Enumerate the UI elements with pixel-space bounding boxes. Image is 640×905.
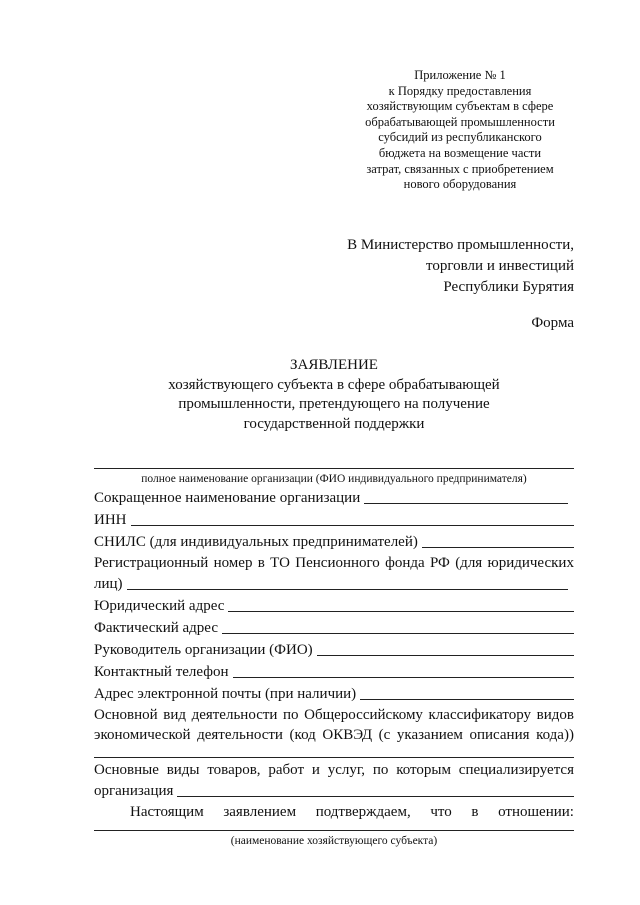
snils-row (94, 531, 574, 553)
pension-row (94, 573, 574, 595)
confirm-word: отношении: (498, 804, 574, 820)
title-line: государственной поддержки (243, 415, 425, 432)
appendix-line: обрабатывающей промышленности (365, 114, 555, 129)
form-label: Форма (531, 315, 574, 331)
appendix-line: Приложение № 1 (414, 68, 506, 82)
appendix-note (330, 68, 590, 193)
title-heading: ЗАЯВЛЕНИЕ (290, 357, 378, 373)
head-field[interactable] (317, 641, 574, 656)
entity-name-caption: (наименование хозяйствующего субъекта) (230, 835, 438, 847)
appendix-line: нового оборудования (403, 177, 517, 192)
confirm-word: что (430, 804, 452, 820)
actual-address-field[interactable] (222, 619, 574, 634)
appendix-line: затрат, связанных с приобретением (366, 161, 554, 176)
confirm-word: Настоящим (130, 804, 204, 820)
addressee-line: торговли и инвестиций (426, 258, 574, 274)
appendix-line: хозяйствующим субъектам в сфере (366, 99, 554, 114)
phone-field[interactable] (233, 663, 575, 678)
pension-field[interactable] (127, 575, 568, 590)
appendix-line: к Порядку предоставления (388, 83, 532, 98)
email-row (94, 683, 574, 705)
org-full-name-field[interactable] (94, 458, 574, 469)
legal-address-label: Юридический адрес (94, 598, 225, 614)
inn-label: ИНН (94, 512, 127, 528)
addressee-line: В Министерство промышленности, (347, 237, 574, 253)
email-field[interactable] (360, 685, 574, 700)
inn-row (94, 509, 574, 531)
appendix-line: субсидий из республиканского (378, 130, 542, 145)
pension-label-line2: лиц) (94, 576, 123, 592)
head-row (94, 639, 574, 661)
short-name-row (94, 487, 574, 509)
products-field[interactable] (177, 782, 574, 797)
title-line: хозяйствующего субъекта в сфере обрабатывающей (168, 376, 500, 393)
products-row (94, 780, 574, 802)
actual-address-row (94, 617, 574, 639)
title-line: промышленности, претендующего на получение (178, 396, 490, 412)
appendix-line: бюджета на возмещение части (378, 145, 542, 160)
products-label-line1: Основные виды товаров, работ и услуг, по которым специализируется (94, 762, 574, 778)
short-name-label: Сокращенное наименование организации (94, 490, 361, 506)
okved-label-line1: Основной вид деятельности по Общероссийскому классификатору видов (94, 707, 574, 723)
okved-label-line2: экономической деятельности (код ОКВЭД (с указанием описания кода)) (94, 727, 574, 743)
actual-address-label: Фактический адрес (94, 620, 218, 636)
confirm-statement (94, 802, 574, 822)
entity-name-field[interactable] (94, 830, 574, 831)
phone-label: Контактный телефон (94, 664, 229, 680)
legal-address-field[interactable] (228, 597, 574, 612)
short-name-field[interactable] (364, 489, 568, 504)
document-title (94, 356, 574, 434)
snils-field[interactable] (422, 533, 574, 548)
pension-label-line1: Регистрационный номер в ТО Пенсионного фонда РФ (для юридических (94, 555, 574, 571)
org-full-name-caption: полное наименование организации (ФИО индивидуального предпринимателя) (141, 473, 527, 485)
confirm-word: заявлением (223, 804, 297, 820)
products-label-line2: организация (94, 783, 174, 799)
snils-label: СНИЛС (для индивидуальных предпринимателей) (94, 534, 418, 550)
legal-address-row (94, 595, 574, 617)
head-label: Руководитель организации (ФИО) (94, 642, 313, 658)
inn-field[interactable] (131, 511, 575, 526)
addressee-line: Республики Бурятия (443, 279, 574, 295)
phone-row (94, 661, 574, 683)
email-label: Адрес электронной почты (при наличии) (94, 686, 357, 702)
confirm-word: в (471, 804, 479, 820)
addressee-block (347, 235, 574, 298)
confirm-word: подтверждаем, (315, 804, 411, 820)
application-form (94, 458, 574, 849)
